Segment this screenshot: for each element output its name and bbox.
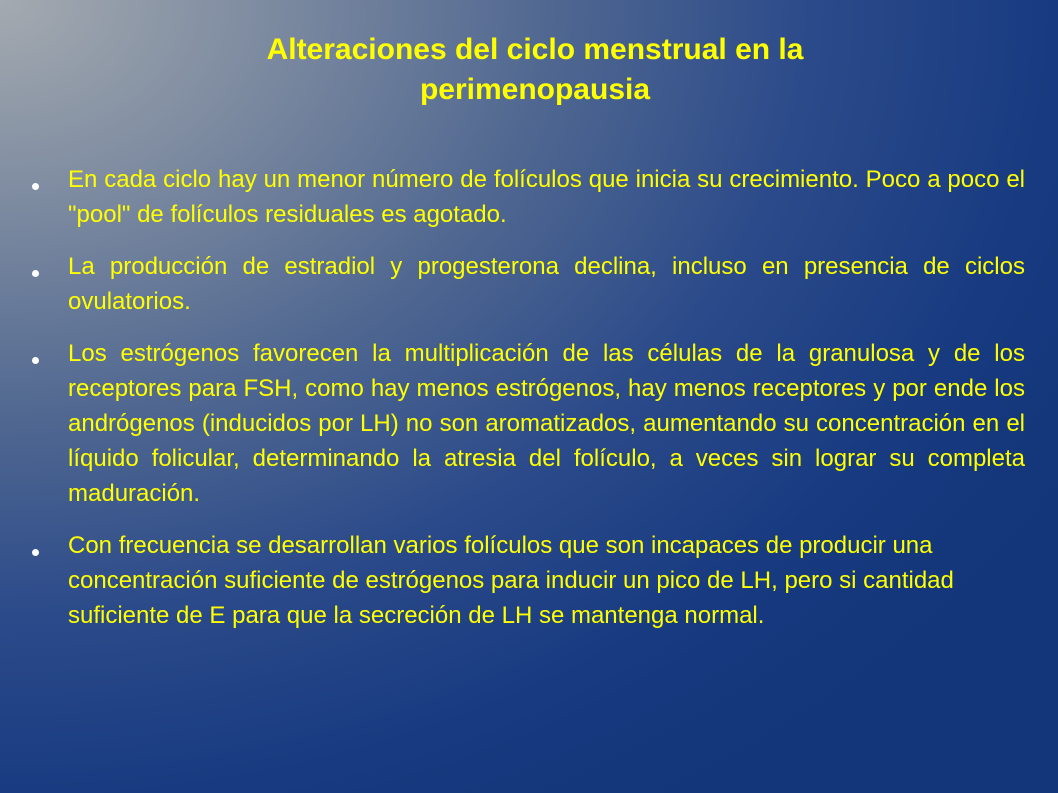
bullet-item-3	[0, 336, 1058, 511]
bullet-dot-icon	[32, 549, 39, 556]
bullet-item-2	[0, 249, 1058, 319]
bullet-text-3: Los estrógenos favorecen la multiplicación de las células de la granulosa y de los receptores para FSH, como hay menos estrógenos, hay menos receptores y por ende los andrógenos (inducidos por LH) no son aromatizados, aumentando su concentración en el líquido folicular, determinando la atresia del folículo, a veces sin lograr su completa maduración.	[68, 340, 1025, 507]
bullet-item-4	[0, 528, 1058, 633]
bullet-text-4: Con frecuencia se desarrollan varios folículos que son incapaces de producir una concentración suficiente de estrógenos para inducir un pico de LH, pero si cantidad suficiente de E para que la secreción de LH se mantenga normal.	[68, 532, 954, 629]
bullet-text-2: La producción de estradiol y progesterona declina, incluso en presencia de ciclos ovulatorios.	[68, 253, 1025, 315]
bullet-dot-icon	[32, 183, 39, 190]
bullet-dot-icon	[32, 270, 39, 277]
slide-title: Alteraciones del ciclo menstrual en la perimenopausia	[266, 33, 804, 106]
bullet-list	[0, 162, 1058, 650]
bullet-text-1: En cada ciclo hay un menor número de folículos que inicia su crecimiento. Poco a poco el "pool" de folículos residuales es agotado.	[68, 166, 1025, 228]
bullet-item-1	[0, 162, 1058, 232]
bullet-dot-icon	[32, 357, 39, 364]
